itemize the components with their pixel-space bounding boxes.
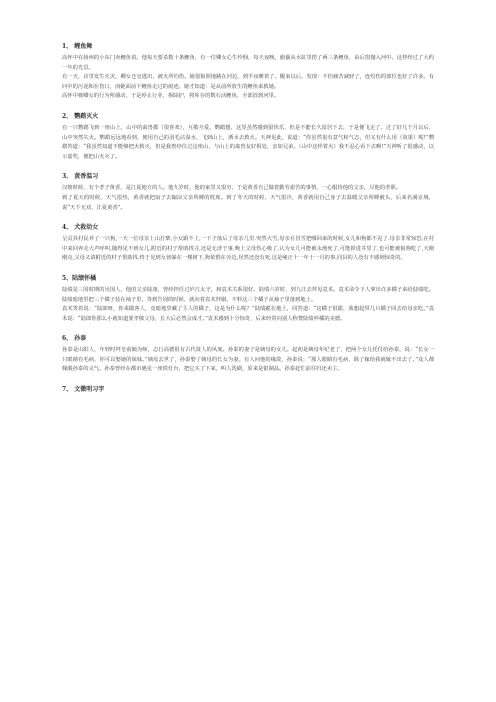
section-gap	[62, 162, 434, 172]
section-gap	[62, 213, 434, 223]
section-title: 4、 犬救幼女	[62, 224, 99, 232]
section-1	[62, 42, 434, 102]
section-4	[62, 223, 434, 264]
section-gap	[62, 324, 434, 334]
paragraph: 到了夏天的时候，天气很热，黄香就把扇子去搧凉父亲所睡的枕席。到了冬天的时候，天气很冷，黄香就用自己身子去温暖父亲所睡被头，后来名满京城，说“天下无双，江夏黄香”。	[62, 194, 434, 211]
section-3	[62, 172, 434, 213]
paragraph: 呈贡县村民养了一只狗,一天一位母亲上山打柴,小女跟不上,一下子落后了母亲几里.突然大雪,母亲在冒雪把哪回来的时候,女儿和狗都不见了.母亲非常惊恐,在村中来回奔走大声呼叫,随得见不到女儿,附近的村子帮助找寻,还是无济于事,晚上父母伤心极了,认为女儿可能被永淹死了,可能掉进井里了,也可能被狼狗吃了,天刚刚亮,父母又请附近的村子帮助找.终于见到女孩躲在一棵树下,狗依偎在旁边,居然还没有死.这是雍正十一年十一月的事,同县的人没有不感到惊奇的。	[62, 236, 434, 262]
section-gap	[62, 375, 434, 385]
section-title: 1、 鲤鱼舞	[62, 43, 93, 50]
paragraph: 高怀中在扬州的小东门卖鲤鱼苗。他每天要杀数十条鲤鱼，有一位卿女心生怜悯，每天夜晚，偷偷从水缸里捞了两三条鲤鱼，由后窗抛入河中。这样经过了大约一年的光景。	[62, 55, 434, 71]
section-2	[62, 112, 434, 162]
section-title: 7、 文徵明习字	[62, 386, 105, 394]
section-5	[62, 274, 434, 324]
paragraph: 陆绩是三国时期的吴国人，他的父亲陆康，曾经担任过庐江太守，和袁术关系很好。陆绩六岁时，到九江去拜见袁术。袁术命令下人拿出许多橘子来给陆绩吃。陆绩暗地里把三个橘子装在袖子里，等到告别的时候，就向着袁术拜谢。不料这三个橘子从袖子里落到地上。	[62, 286, 434, 303]
paragraph: 袁术笑着说：“陆郎呀，你来做客人，竟暗地里藏了主人的橘子，这是为什么呢？”陆绩跪在地上，回答道：“这橘子很甜，我想起带几只橘子回去给母亲吃。”袁术说：“陆郎你那么小就知道要孝敬父母，长大后必然会成才。”袁术感到十分惊奇，后来经常向别人称赞陆绩怀橘的美德。	[62, 306, 434, 322]
paragraph: 高怀中被卿女的行为所感动，于是停止行业，拆除护，将库存的数石活鲤鱼，全部放到河里。	[62, 93, 280, 100]
section-title: 5、陆绩怀橘	[62, 274, 97, 282]
paragraph: 汉朝时候，有个孝子黄香，是江夏地方的人。他九岁时，他的家里又很穷，于是黄香自己做着勤劳艰苦的事情，一心服侍他的父亲，尽他的孝职。	[62, 185, 402, 192]
section-7	[62, 385, 434, 394]
section-gap	[62, 264, 434, 274]
section-title: 3、 黄香温习	[62, 173, 99, 181]
paragraph: 有一只鹦鹉飞到一座山上，山中的禽兽都（很喜欢），互敬互爱。鹦鹉想，这里虽然感到很快乐，但是不能长久留居下去，于是便飞走了。过了好几个月以后，山中突然失火。鹦鹉远远地看到，便用自己的羽毛沾湿水，飞到山上，洒水去救火。天神见此，说道：“你虽然很有意气和气志，但又有什么用（效果）呢!”鹦鹉答道：“我虽然知道不能够把火救灭，但是我曾经住过这座山，与山上的禽兽友好相处，亲如兄弟。（山中这样着火）我不忍心看下去啊!”天神听了很感动，以示嘉奖，便把山火灭了。	[62, 124, 434, 160]
paragraph: 孙泰是山阳人，年轻时拜皇甫颖为师，志行高德很有古代贤人的风度。孙泰的妻子是姨母的女儿。起初是姨母年纪老了，把两个女儿托付给孙泰，说：“长女一只眼睛有毛病，你可以娶她的妹妹。”姨母去世了，孙泰娶了姨母的长女为妻。有人问他的缘故，孙泰说：“那人眼睛有毛病，除了嫁给我就嫁不出去了。”众人都佩服孙泰的义气。孙泰曾经在都市遇见一座铁灯台，把它买了下来，叫人洗刷，原来是银制品。孙泰赶忙前往归还卖主。	[62, 347, 434, 373]
section-title: 6、 孙泰	[62, 335, 87, 343]
section-6	[62, 334, 434, 375]
section-title: 2、 鹦鹉灭火	[62, 112, 99, 120]
section-gap	[62, 102, 434, 112]
paragraph: 有一天，店里发生火灾，卿女仓皇逃出，被火所灼伤。她很狼狈地跳在河边，到半夜睡着了。醒来以后，发现：不但痛苦减轻了，连灼伤的部位也好了许多。有问中的污泥和在伤口，而她面前下鲤鱼走过的痕迹。她才知道：是从前所放生的鲤鱼来救她。	[62, 74, 434, 90]
